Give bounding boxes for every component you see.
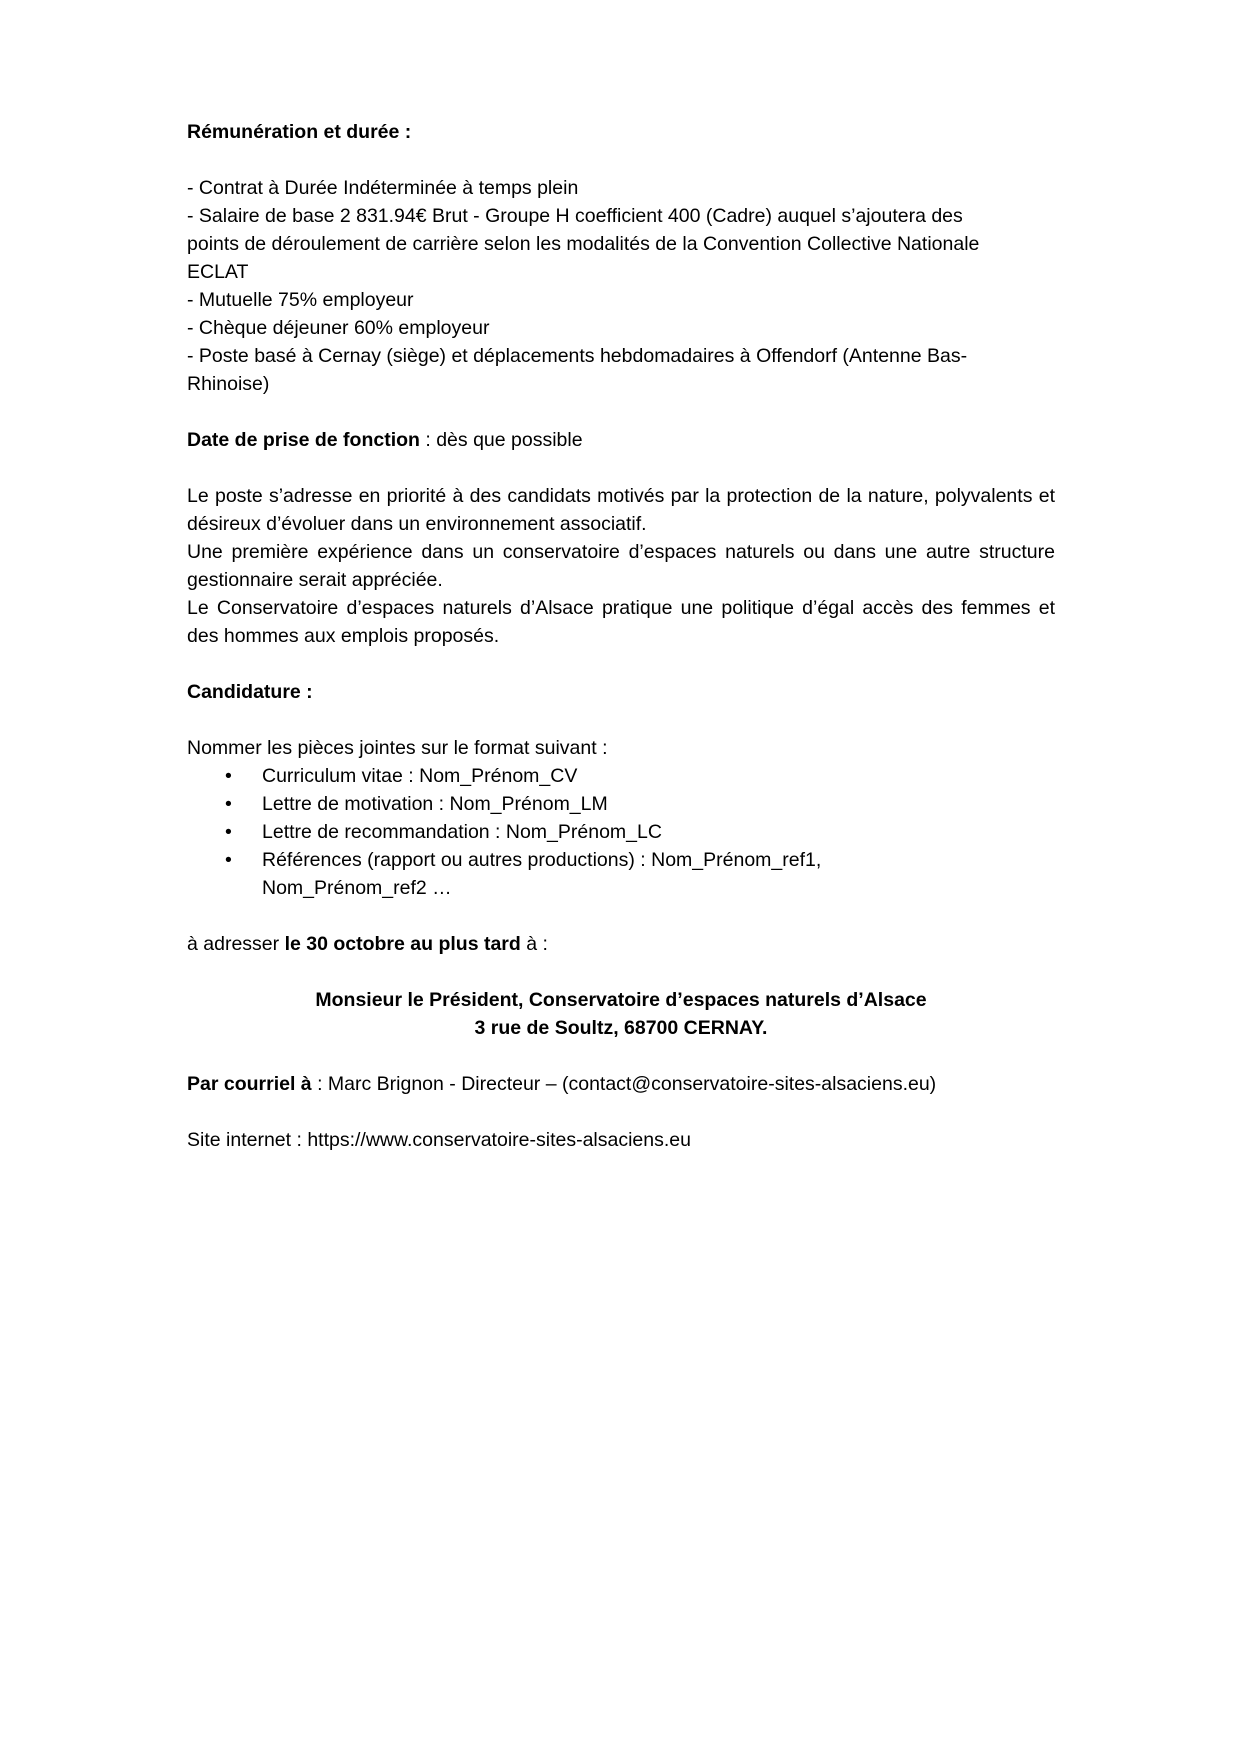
spacer	[187, 398, 1055, 426]
start-date-value: : dès que possible	[419, 429, 583, 451]
profile-paragraph: Le poste s’adresse en priorité à des candidats motivés par la protection de la nature, polyvalents et désireux d’évoluer dans un environnement associatif.	[187, 485, 1055, 535]
remuneration-line: - Contrat à Durée Indéterminée à temps plein	[187, 177, 579, 199]
bullet-icon: •	[225, 765, 232, 787]
deadline-date: le 30 octobre au plus tard	[284, 933, 521, 955]
remuneration-line: - Chèque déjeuner 60% employeur	[187, 317, 490, 339]
bullet-icon: •	[225, 821, 232, 843]
attachment-list	[187, 762, 1055, 902]
attachment-item: Références (rapport ou autres productions) : Nom_Prénom_ref1,	[262, 849, 822, 871]
remuneration-line: ECLAT	[187, 261, 249, 283]
list-item	[187, 762, 1055, 790]
deadline-prefix: à adresser	[187, 933, 285, 955]
attachment-item: Curriculum vitae : Nom_Prénom_CV	[262, 765, 578, 787]
remuneration-line: Rhinoise)	[187, 373, 270, 395]
email-label: Par courriel à	[187, 1073, 312, 1095]
spacer	[187, 902, 1055, 930]
spacer	[187, 454, 1055, 482]
list-item	[187, 846, 1055, 902]
bullet-icon: •	[225, 793, 232, 815]
address-recipient: Monsieur le Président, Conservatoire d’espaces naturels d’Alsace	[315, 989, 927, 1011]
document-body	[187, 118, 1055, 1154]
profile-paragraph: Une première expérience dans un conservatoire d’espaces naturels ou dans une autre structure gestionnaire serait appréciée.	[187, 541, 1055, 591]
website-line[interactable]: Site internet : https://www.conservatoire-sites-alsaciens.eu	[187, 1129, 691, 1151]
start-date-label: Date de prise de fonction	[187, 429, 420, 451]
spacer	[187, 1098, 1055, 1126]
spacer	[187, 650, 1055, 678]
attachment-item: Lettre de motivation : Nom_Prénom_LM	[262, 793, 608, 815]
deadline	[187, 930, 1055, 958]
start-date	[187, 426, 1055, 454]
deadline-suffix: à :	[520, 933, 548, 955]
spacer	[187, 958, 1055, 986]
remuneration-line: points de déroulement de carrière selon les modalités de la Convention Collective Nationale	[187, 233, 980, 255]
spacer	[187, 706, 1055, 734]
remuneration-heading: Rémunération et durée :	[187, 121, 412, 143]
spacer	[187, 146, 1055, 174]
attachment-item-continuation: Nom_Prénom_ref2 …	[262, 877, 452, 899]
attachment-item: Lettre de recommandation : Nom_Prénom_LC	[262, 821, 662, 843]
list-item	[187, 818, 1055, 846]
profile-paragraph: Le Conservatoire d’espaces naturels d’Alsace pratique une politique d’égal accès des femmes et des hommes aux emplois proposés.	[187, 597, 1055, 647]
application-heading: Candidature :	[187, 681, 313, 703]
remuneration-line: - Poste basé à Cernay (siège) et déplacements hebdomadaires à Offendorf (Antenne Bas-	[187, 345, 968, 367]
application-intro: Nommer les pièces jointes sur le format suivant :	[187, 737, 608, 759]
remuneration-line: - Salaire de base 2 831.94€ Brut - Groupe H coefficient 400 (Cadre) auquel s’ajoutera des	[187, 205, 963, 227]
list-item	[187, 790, 1055, 818]
remuneration-line: - Mutuelle 75% employeur	[187, 289, 414, 311]
address-street: 3 rue de Soultz, 68700 CERNAY.	[474, 1017, 768, 1039]
email-text[interactable]: : Marc Brignon - Directeur – (contact@conservatoire-sites-alsaciens.eu)	[311, 1073, 937, 1095]
bullet-icon: •	[225, 849, 232, 871]
spacer	[187, 1042, 1055, 1070]
email-line	[187, 1070, 1055, 1098]
